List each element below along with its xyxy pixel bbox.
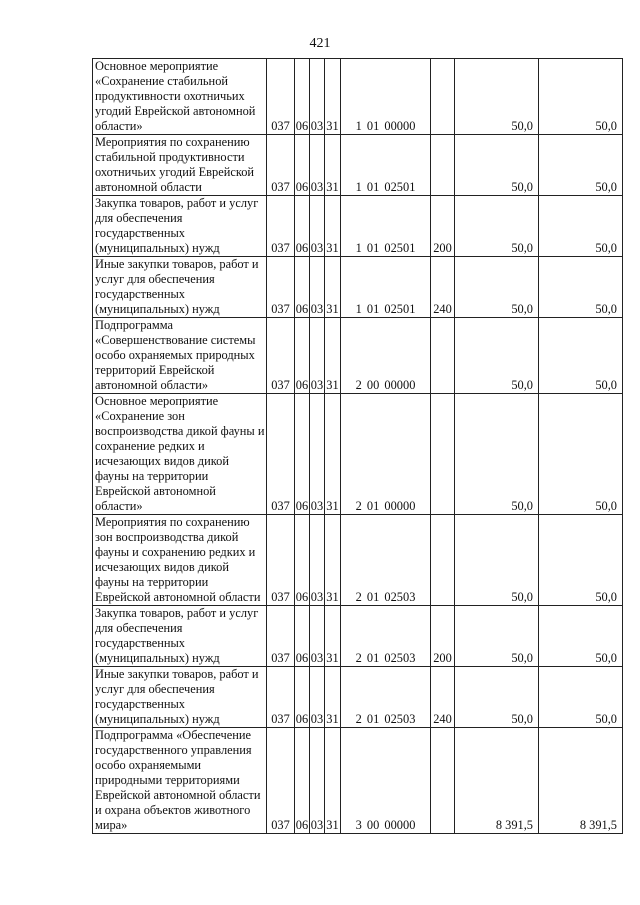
program-code: 31	[325, 59, 341, 135]
direction-code: 02503	[384, 651, 416, 665]
subsection-code: 03	[310, 135, 325, 196]
direction-code: 00000	[384, 378, 416, 392]
subprogram-code: 2	[355, 590, 362, 604]
main-event-code: 01	[366, 590, 380, 604]
ministry-code: 037	[267, 135, 295, 196]
table-row	[93, 59, 623, 135]
direction-code: 00000	[384, 818, 416, 832]
ministry-code: 037	[267, 667, 295, 728]
value-1-cell: 50,0	[455, 196, 539, 257]
value-1-cell: 8 391,5	[455, 728, 539, 834]
table-row	[93, 135, 623, 196]
table-row	[93, 196, 623, 257]
value-1-cell: 50,0	[455, 394, 539, 515]
row-name: Закупка товаров, работ и услуг для обеспечения государственных (муниципальных) нужд	[93, 196, 267, 257]
section-code: 06	[295, 667, 310, 728]
row-name: Подпрограмма «Обеспечение государственного управления особо охраняемыми природными территориями Еврейской автономной области и охрана объектов животного мира»	[93, 728, 267, 834]
subprogram-code: 2	[355, 499, 362, 513]
value-1-cell: 50,0	[455, 515, 539, 606]
program-code: 31	[325, 196, 341, 257]
csr-code	[341, 728, 431, 834]
subsection-code: 03	[310, 257, 325, 318]
subsection-code: 03	[310, 667, 325, 728]
value-1-cell: 50,0	[455, 135, 539, 196]
section-code: 06	[295, 257, 310, 318]
subsection-code: 03	[310, 196, 325, 257]
subsection-code: 03	[310, 728, 325, 834]
row-name: Основное мероприятие «Сохранение зон воспроизводства дикой фауны и сохранение редких и исчезающих видов дикой фауны на территории Еврейской автономной области»	[93, 394, 267, 515]
budget-table	[92, 58, 623, 834]
subprogram-code: 2	[355, 651, 362, 665]
csr-code	[341, 318, 431, 394]
csr-code	[341, 515, 431, 606]
expense-type-code: 240	[431, 257, 455, 318]
ministry-code: 037	[267, 318, 295, 394]
ministry-code: 037	[267, 196, 295, 257]
expense-type-code	[431, 318, 455, 394]
expense-type-code: 200	[431, 196, 455, 257]
section-code: 06	[295, 728, 310, 834]
csr-code	[341, 59, 431, 135]
table-row	[93, 667, 623, 728]
csr-code	[341, 135, 431, 196]
main-event-code: 00	[366, 378, 380, 392]
program-code: 31	[325, 135, 341, 196]
subsection-code: 03	[310, 515, 325, 606]
value-2-cell: 50,0	[539, 318, 623, 394]
subprogram-code: 1	[355, 180, 362, 194]
subprogram-code: 2	[355, 712, 362, 726]
section-code: 06	[295, 515, 310, 606]
value-2-cell: 50,0	[539, 196, 623, 257]
subsection-code: 03	[310, 59, 325, 135]
value-2-cell: 50,0	[539, 394, 623, 515]
expense-type-code: 200	[431, 606, 455, 667]
value-1-cell: 50,0	[455, 318, 539, 394]
row-name: Закупка товаров, работ и услуг для обеспечения государственных (муниципальных) нужд	[93, 606, 267, 667]
main-event-code: 01	[366, 712, 380, 726]
expense-type-code	[431, 515, 455, 606]
section-code: 06	[295, 606, 310, 667]
ministry-code: 037	[267, 728, 295, 834]
section-code: 06	[295, 394, 310, 515]
value-2-cell: 8 391,5	[539, 728, 623, 834]
direction-code: 02501	[384, 180, 416, 194]
csr-code	[341, 257, 431, 318]
table-row	[93, 394, 623, 515]
row-name: Мероприятия по сохранению зон воспроизводства дикой фауны и сохранению редких и исчезающих видов дикой фауны на территории Еврейской автономной области	[93, 515, 267, 606]
subprogram-code: 1	[355, 302, 362, 316]
expense-type-code: 240	[431, 667, 455, 728]
main-event-code: 01	[366, 302, 380, 316]
program-code: 31	[325, 667, 341, 728]
csr-code	[341, 196, 431, 257]
row-name: Иные закупки товаров, работ и услуг для обеспечения государственных (муниципальных) нужд	[93, 667, 267, 728]
direction-code: 02503	[384, 712, 416, 726]
csr-code	[341, 394, 431, 515]
program-code: 31	[325, 257, 341, 318]
value-2-cell: 50,0	[539, 59, 623, 135]
subprogram-code: 1	[355, 241, 362, 255]
table-row	[93, 515, 623, 606]
direction-code: 00000	[384, 499, 416, 513]
program-code: 31	[325, 318, 341, 394]
program-code: 31	[325, 728, 341, 834]
row-name: Мероприятия по сохранению стабильной продуктивности охотничьих угодий Еврейской автономной области	[93, 135, 267, 196]
value-1-cell: 50,0	[455, 606, 539, 667]
main-event-code: 01	[366, 499, 380, 513]
ministry-code: 037	[267, 257, 295, 318]
page-number: 421	[309, 36, 331, 51]
value-2-cell: 50,0	[539, 667, 623, 728]
csr-code	[341, 606, 431, 667]
subprogram-code: 1	[355, 119, 362, 133]
section-code: 06	[295, 135, 310, 196]
expense-type-code	[431, 394, 455, 515]
row-name: Иные закупки товаров, работ и услуг для обеспечения государственных (муниципальных) нужд	[93, 257, 267, 318]
table-row	[93, 728, 623, 834]
direction-code: 02501	[384, 302, 416, 316]
section-code: 06	[295, 318, 310, 394]
subsection-code: 03	[310, 318, 325, 394]
program-code: 31	[325, 394, 341, 515]
value-2-cell: 50,0	[539, 515, 623, 606]
subprogram-code: 3	[355, 818, 362, 832]
main-event-code: 01	[366, 241, 380, 255]
expense-type-code	[431, 728, 455, 834]
ministry-code: 037	[267, 59, 295, 135]
direction-code: 02501	[384, 241, 416, 255]
main-event-code: 00	[366, 818, 380, 832]
row-name: Основное мероприятие «Сохранение стабильной продуктивности охотничьих угодий Еврейской автономной области»	[93, 59, 267, 135]
table-row	[93, 606, 623, 667]
program-code: 31	[325, 606, 341, 667]
row-name: Подпрограмма «Совершенствование системы особо охраняемых природных территорий Еврейской автономной области»	[93, 318, 267, 394]
direction-code: 00000	[384, 119, 416, 133]
subsection-code: 03	[310, 394, 325, 515]
subsection-code: 03	[310, 606, 325, 667]
main-event-code: 01	[366, 180, 380, 194]
value-2-cell: 50,0	[539, 606, 623, 667]
ministry-code: 037	[267, 515, 295, 606]
value-1-cell: 50,0	[455, 667, 539, 728]
section-code: 06	[295, 196, 310, 257]
program-code: 31	[325, 515, 341, 606]
table-row	[93, 257, 623, 318]
value-1-cell: 50,0	[455, 59, 539, 135]
main-event-code: 01	[366, 651, 380, 665]
ministry-code: 037	[267, 606, 295, 667]
ministry-code: 037	[267, 394, 295, 515]
subprogram-code: 2	[355, 378, 362, 392]
direction-code: 02503	[384, 590, 416, 604]
value-2-cell: 50,0	[539, 135, 623, 196]
table-row	[93, 318, 623, 394]
value-1-cell: 50,0	[455, 257, 539, 318]
section-code: 06	[295, 59, 310, 135]
expense-type-code	[431, 59, 455, 135]
main-event-code: 01	[366, 119, 380, 133]
csr-code	[341, 667, 431, 728]
expense-type-code	[431, 135, 455, 196]
value-2-cell: 50,0	[539, 257, 623, 318]
